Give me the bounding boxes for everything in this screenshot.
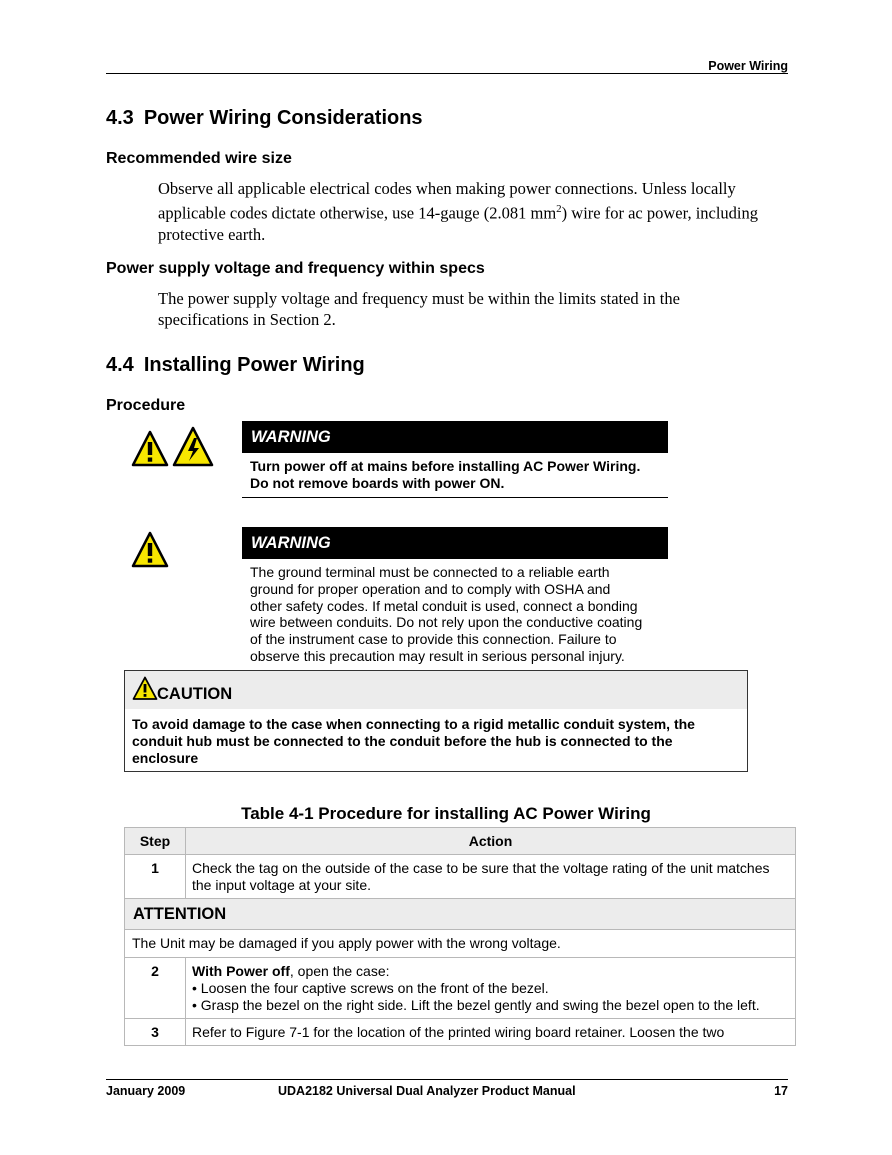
step-number: 3 — [125, 1019, 186, 1046]
action-cell — [186, 958, 796, 1019]
footer-page-number: 17 — [774, 1084, 788, 1098]
wire-size-text-a: Observe all applicable electrical codes when making power connections. Unless locally applicable codes dictate otherwise, use 14-gauge (2.081 mm — [158, 179, 736, 223]
voltage-paragraph: The power supply voltage and frequency must be within the limits stated in the specifications in Section 2. — [158, 289, 680, 329]
footer-manual-title: UDA2182 Universal Dual Analyzer Product Manual — [278, 1084, 576, 1098]
running-header — [106, 59, 788, 74]
action-bold: With Power off — [192, 963, 290, 979]
column-header-action: Action — [186, 828, 796, 855]
warning-triangle-icon — [131, 430, 169, 468]
section-heading-4-3 — [106, 107, 423, 130]
running-header-title: Power Wiring — [708, 59, 788, 73]
action-text: , open the case: — [289, 963, 390, 979]
warning-body — [242, 559, 668, 665]
warning-line: of the instrument case to provide this connection. Failure to — [250, 631, 617, 648]
procedure-heading: Procedure — [106, 397, 186, 414]
warning-line: Do not remove boards with power ON. — [250, 474, 505, 491]
warning-line: observe this precaution may result in serious personal injury. — [250, 647, 625, 664]
warning-box-1 — [242, 421, 668, 498]
footer-date: January 2009 — [106, 1084, 186, 1098]
attention-label: ATTENTION — [125, 899, 796, 930]
table-row — [125, 855, 796, 899]
caution-label: CAUTION — [157, 685, 233, 703]
section-heading-4-4 — [106, 354, 365, 377]
action-text: Check the tag on the outside of the case to be sure that the voltage rating of the unit matches the input voltage at your site. — [186, 855, 796, 899]
attention-row — [125, 899, 796, 930]
wire-size-paragraph — [158, 178, 783, 245]
procedure-table — [124, 827, 796, 1046]
bullet-icon: • — [192, 980, 201, 996]
section-number: 4.4 — [106, 354, 134, 376]
bullet-item — [192, 980, 789, 997]
warning-line: other safety codes. If metal conduit is used, connect a bonding — [250, 597, 638, 614]
table-row — [125, 958, 796, 1019]
footer-rule — [106, 1079, 788, 1080]
warning-line: ground for proper operation and to comply with OSHA and — [250, 580, 611, 597]
table-row — [125, 1019, 796, 1046]
table-header-row — [125, 828, 796, 855]
caution-box — [124, 670, 748, 772]
superscript: 2 — [556, 203, 562, 215]
subheading-wire-size: Recommended wire size — [106, 150, 292, 167]
attention-text: The Unit may be damaged if you apply power with the wrong voltage. — [125, 930, 796, 958]
wire-size-text-b: ) wire for ac power, including protective earth. — [158, 203, 759, 244]
warning-label: WARNING — [242, 527, 668, 559]
section-number: 4.3 — [106, 107, 134, 129]
warning-body — [242, 453, 668, 498]
electric-shock-icon — [172, 426, 214, 468]
action-text: Refer to Figure 7-1 for the location of the printed wiring board retainer. Loosen the two — [186, 1019, 796, 1046]
bullet-text: Grasp the bezel on the right side. Lift the bezel gently and swing the bezel open to the left. — [200, 997, 760, 1013]
warning-triangle-icon — [132, 676, 158, 701]
warning-line: The ground terminal must be connected to a reliable earth — [250, 564, 610, 580]
warning-label: WARNING — [242, 421, 668, 453]
warning-line: wire between conduits. Do not rely upon the conductive coating — [250, 614, 643, 631]
subheading-voltage-frequency: Power supply voltage and frequency within specs — [106, 260, 485, 277]
table-caption: Table 4-1 Procedure for installing AC Power Wiring — [241, 804, 651, 823]
bullet-text: Loosen the four captive screws on the front of the bezel. — [200, 980, 549, 996]
caution-text: To avoid damage to the case when connecting to a rigid metallic conduit system, the conduit hub must be connected to the conduit before the hub is connected to the enclosure — [132, 716, 695, 766]
column-header-step: Step — [125, 828, 186, 855]
bullet-icon: • — [192, 997, 201, 1013]
warning-box-2 — [242, 527, 668, 665]
step-number: 1 — [125, 855, 186, 899]
warning-triangle-icon — [131, 531, 169, 569]
attention-text-row — [125, 930, 796, 958]
action-intro — [192, 963, 789, 980]
warning-line: Turn power off at mains before installing AC Power Wiring. — [250, 458, 641, 474]
section-title: Power Wiring Considerations — [143, 107, 423, 129]
step-number: 2 — [125, 958, 186, 1019]
bullet-item — [192, 997, 789, 1014]
section-title: Installing Power Wiring — [143, 354, 365, 376]
